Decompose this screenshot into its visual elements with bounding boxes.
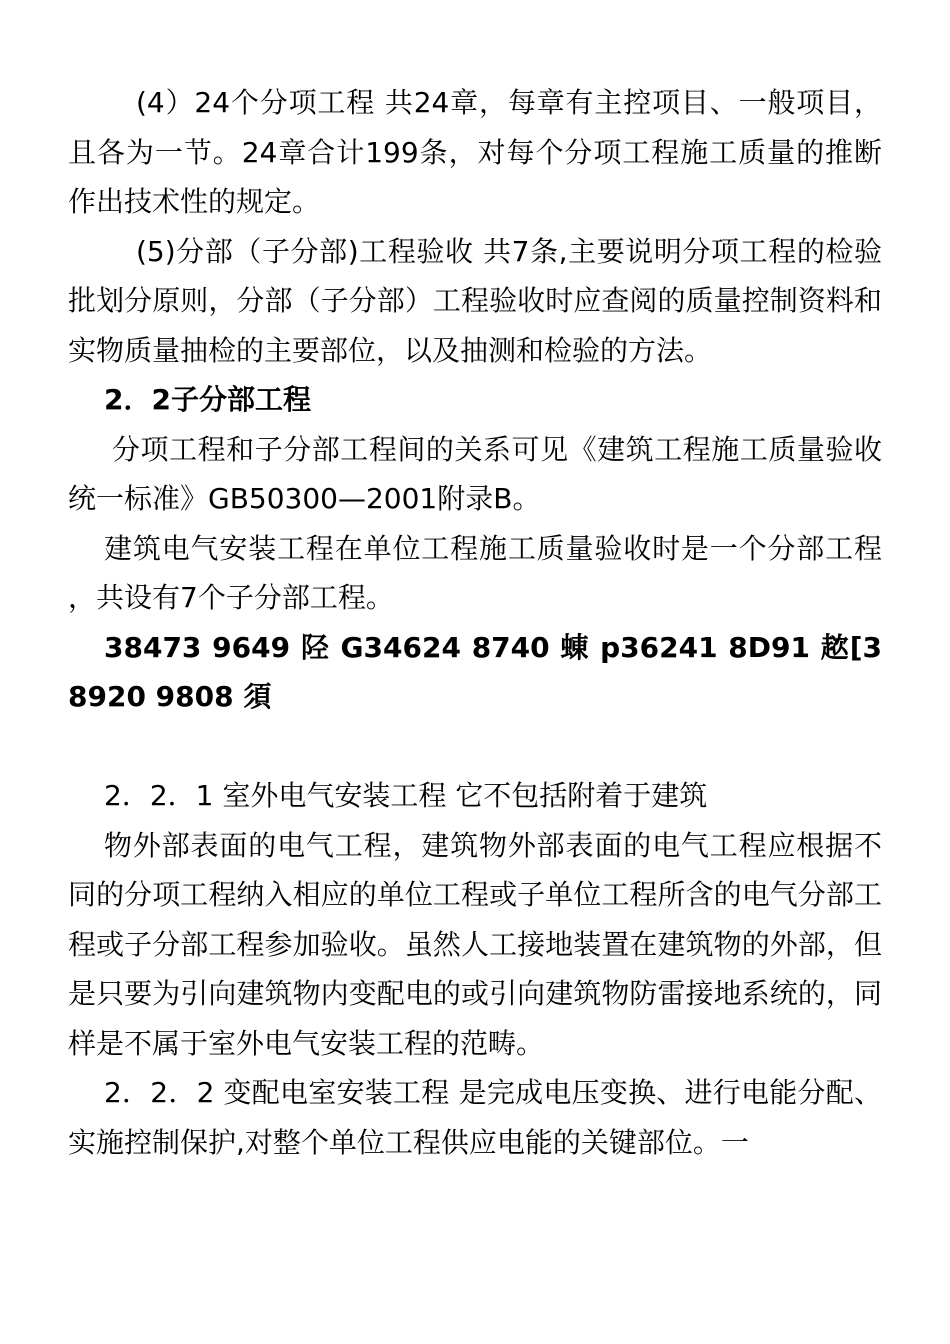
paragraph-item-4: (4）24个分项工程 共24章，每章有主控项目、一般项目，且各为一节。24章合计199条，对每个分项工程施工质量的推断作出技术性的规定。 (68, 86, 882, 218)
paragraph-item-5: (5)分部（子分部)工程验收 共7条,主要说明分项工程的检验批划分原则，分部（子分部）工程验收时应查阅的质量控制资料和实物质量抽检的主要部位，以及抽测和检验的方法。 (68, 234, 882, 367)
paragraph-electrical-subdivision: 建筑电气安装工程在单位工程施工质量验收时是一个分部工程，共设有7个子分部工程。 (68, 531, 882, 614)
paragraph-garbled-code: 38473 9649 陉 G34624 8740 蝀 p36241 8D91 趑[38920 9808 須 (68, 630, 882, 713)
section-heading-2-2: 2．2子分部工程 (104, 383, 311, 416)
blank-line (68, 722, 882, 772)
paragraph-outdoor-electrical: 物外部表面的电气工程，建筑物外部表面的电气工程应根据不同的分项工程纳入相应的单位工程或子单位工程所含的电气分部工程或子分部工程参加验收。虽然人工接地装置在建筑物的外部，但是只要为引向建筑物内变配电的或引向建筑物防雷接地系统的，同样是不属于室外电气安装工程的范畴。 (68, 828, 882, 1060)
paragraph-relationship: 分项工程和子分部工程间的关系可见《建筑工程施工质量验收统一标准》GB50300—2001附录B。 (68, 432, 882, 515)
document-page (68, 78, 882, 1167)
section-heading-2-2-1: 2．2．1 室外电气安装工程 它不包括附着于建筑 (104, 779, 708, 812)
paragraph-substation: 2．2．2 变配电室安装工程 是完成电压变换、进行电能分配、实施控制保护,对整个单位工程供应电能的关键部位。一 (68, 1076, 882, 1159)
